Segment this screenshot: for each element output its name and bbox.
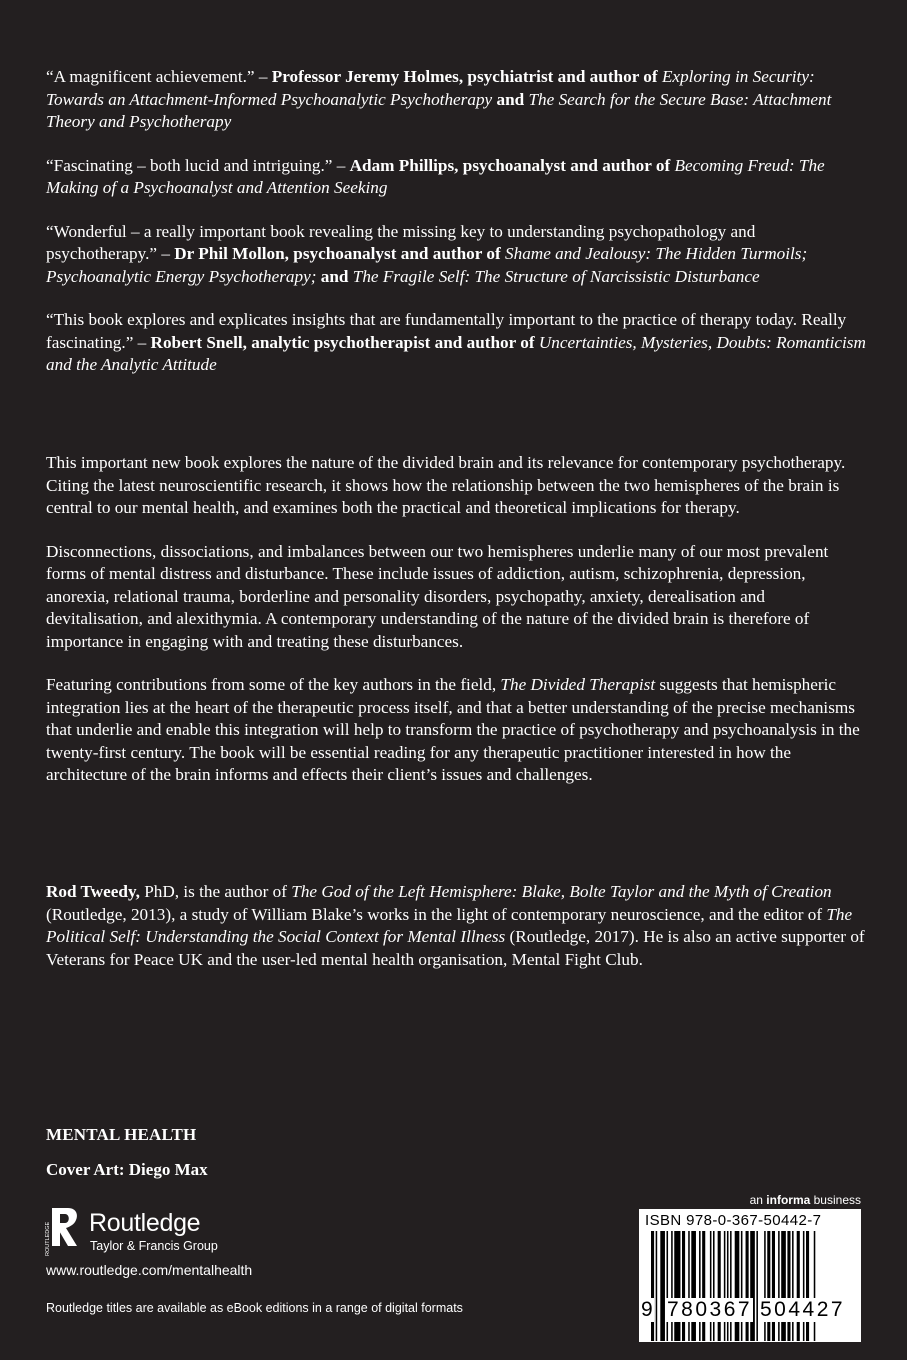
barcode-bar — [651, 1231, 654, 1341]
author-bio: Rod Tweedy, PhD, is the author of The God of the Left Hemisphere: Blake, Bolte Taylor and the Myth of Creation (Routledge, 2013), a study of William Blake’s works in the light of contemporary neuroscience, and the editor of The Political Self: Understanding the Social Context for Mental Illness (Routledge, 2017). He is also an active supporter of Veterans for Peace UK and the user-led mental health organisation, Mental Fight Club. — [46, 882, 865, 969]
barcode-bar — [778, 1231, 780, 1341]
barcode-right-digits: 504427 — [760, 1298, 846, 1321]
description-paragraph-3: Featuring contributions from some of the key authors in the field, The Divided Therapist suggests that hemispheric integration lies at the heart of the therapeutic process itself, and that a better understanding of the precise mechanisms that underlie and enable this integration will help to transform the practice of psychotherapy and psychoanalysis in the twenty-first century. The book will be essential reading for any therapeutic practitioner interested in how the architecture of the brain informs and effects their client’s issues and challenges. — [46, 675, 860, 784]
barcode-bar — [772, 1231, 775, 1341]
barcode-bar — [803, 1231, 805, 1341]
endorsements — [46, 66, 866, 398]
isbn-barcode — [639, 1209, 861, 1342]
barcode-bar — [656, 1231, 658, 1341]
barcode-bar — [746, 1231, 749, 1341]
publisher-group: Taylor & Francis Group — [90, 1239, 218, 1253]
barcode-bar — [671, 1231, 673, 1341]
barcode-bar — [730, 1231, 732, 1341]
publisher-website[interactable]: www.routledge.com/mentalhealth — [46, 1262, 253, 1278]
barcode-bar — [691, 1231, 696, 1341]
barcode-first-digit: 9 — [641, 1298, 653, 1321]
barcode-bar — [750, 1231, 755, 1341]
barcode-bar — [660, 1231, 665, 1341]
barcode-bar — [713, 1231, 715, 1341]
barcode-bar — [797, 1231, 800, 1341]
cover-art-credit: Cover Art: Diego Max — [46, 1160, 208, 1179]
barcode-bar — [806, 1231, 809, 1341]
barcode-bars — [651, 1231, 851, 1341]
routledge-vertical-label: ROUTLEDGE — [45, 1221, 51, 1256]
barcode-bar — [767, 1231, 770, 1341]
barcode-bar — [727, 1231, 729, 1341]
barcode-digits — [639, 1298, 861, 1320]
endorsement-snell: “This book explores and explicates insights that are fundamentally important to the practice of therapy today. Really fascinating.” – Robert Snell, analytic psychotherapist and author of Uncertainties, Mysteries, Doubts: Romanticism and the Analytic Attitude — [46, 310, 866, 374]
barcode-bar — [756, 1231, 758, 1341]
barcode-bar — [702, 1231, 705, 1341]
routledge-r-icon — [44, 1206, 80, 1258]
barcode-bar — [667, 1231, 669, 1341]
barcode-bar — [741, 1231, 743, 1341]
endorsement-phillips: “Fascinating – both lucid and intriguing.” – Adam Phillips, psychoanalyst and author of Becoming Freud: The Making of a Psychoanalyst and Attention Seeking — [46, 155, 825, 197]
barcode-bar — [781, 1231, 786, 1341]
barcode-bar — [710, 1231, 712, 1341]
barcode-left-digits: 780367 — [667, 1298, 753, 1321]
barcode-bar — [724, 1231, 726, 1341]
barcode-bar — [814, 1231, 816, 1341]
endorsement-mollon: “Wonderful – a really important book revealing the missing key to understanding psychopathology and psychotherapy.” – Dr Phil Mollon, psychoanalyst and author of Shame and Jealousy: The Hidden Turmoils; Psychoanalytic Energy Psychotherapy; and The Fragile Self: The Structure of Narcissistic Disturbance — [46, 221, 808, 286]
ebook-note: Routledge titles are available as eBook editions in a range of digital formats — [46, 1301, 463, 1315]
endorsement-holmes: “A magnificent achievement.” – Professor Jeremy Holmes, psychiatrist and author of Exploring in Security: Towards an Attachment-Informed Psychoanalytic Psychotherapy and The Search for the Secure Base: Attachment Theory and Psychotherapy — [46, 67, 832, 131]
barcode-bar — [792, 1231, 794, 1341]
barcode-bar — [688, 1231, 690, 1341]
barcode-bar — [699, 1231, 701, 1341]
publisher-name: Routledge — [89, 1209, 201, 1237]
barcode-bar — [718, 1231, 721, 1341]
isbn-label: ISBN 978-0-367-50442-7 — [645, 1212, 822, 1229]
book-description — [46, 452, 866, 808]
routledge-logo — [44, 1206, 284, 1256]
subject-category: MENTAL HEALTH — [46, 1125, 197, 1144]
description-paragraph-1: This important new book explores the nature of the divided brain and its relevance for contemporary psychotherapy. Citing the latest neuroscientific research, it shows how the relationship between the two hemispheres of the brain is central to our mental health, and examines both the practical and theoretical implications for therapy. — [46, 453, 846, 517]
description-paragraph-2: Disconnections, dissociations, and imbalances between our two hemispheres underlie many of our most prevalent forms of mental distress and disturbance. These include issues of addiction, autism, schizophrenia, depression, anorexia, relational trauma, borderline and personality disorders, psychopathy, anxiety, derealisation and devitalisation, and alexithymia. A contemporary understanding of the nature of the divided brain is therefore of importance in engaging with and treating these disturbances. — [46, 541, 829, 651]
barcode-bar — [674, 1231, 680, 1341]
barcode-bar — [682, 1231, 685, 1341]
barcode-bar — [735, 1231, 740, 1341]
barcode-bar — [787, 1231, 790, 1341]
informa-business-label: an informa business — [749, 1193, 861, 1207]
barcode-bar — [764, 1231, 766, 1341]
